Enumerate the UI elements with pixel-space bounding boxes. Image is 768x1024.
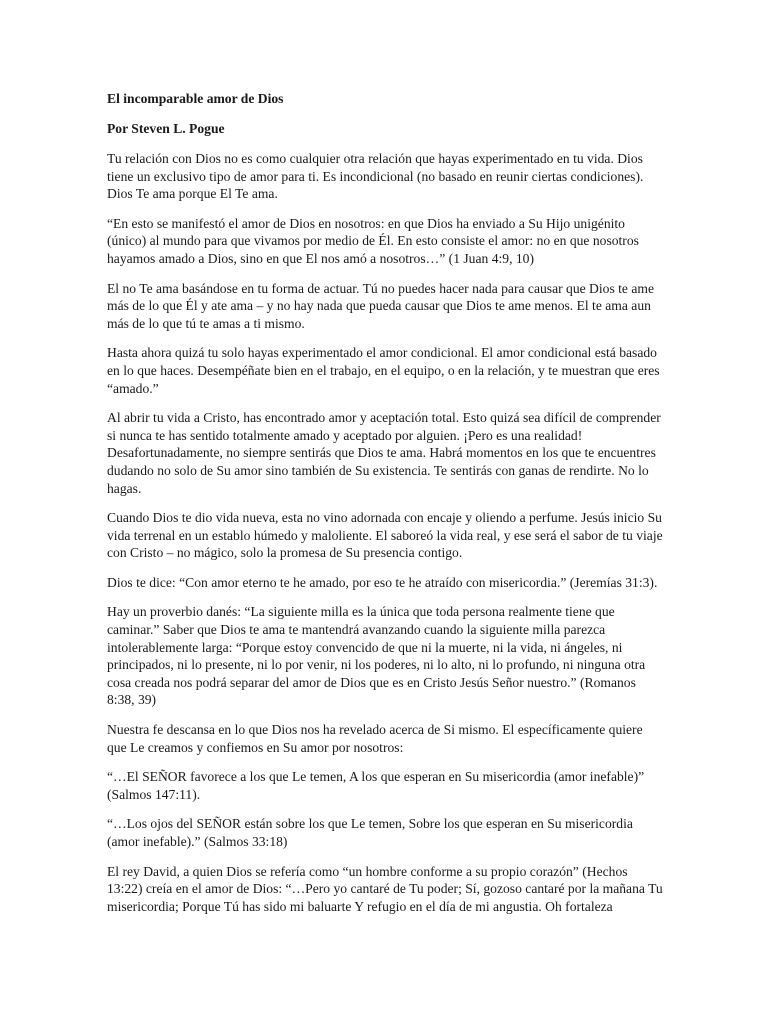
paragraph: El no Te ama basándose en tu forma de actuar. Tú no puedes hacer nada para causar que Dios te ame más de lo que Él y ate ama – y no hay nada que pueda causar que Dios te ame menos. El te ama aun más de lo que tú te amas a ti mismo.: [107, 280, 654, 331]
document-title: El incomparable amor de Dios: [107, 91, 284, 106]
paragraph: “…Los ojos del SEÑOR están sobre los que Le temen, Sobre los que esperan en Su misericordia (amor inefable).” (Salmos 33:18): [107, 816, 633, 849]
paragraph: El rey David, a quien Dios se refería como “un hombre conforme a su propio corazón” (Hechos 13:22) creía en el amor de Dios: “…Pero yo cantaré de Tu poder; Sí, gozoso cantaré por la mañana Tu misericordia; Porque Tú has sido mi baluarte Y refugio en el día de mi angustia. Oh fortaleza: [107, 863, 663, 914]
paragraph: Hasta ahora quizá tu solo hayas experimentado el amor condicional. El amor condicional está basado en lo que haces. Desempéñate bien en el trabajo, en el equipo, o en la relación, y te muestran que eres “amado.”: [107, 345, 660, 396]
paragraph: Tu relación con Dios no es como cualquier otra relación que hayas experimentado en tu vida. Dios tiene un exclusivo tipo de amor para ti. Es incondicional (no basado en reunir ciertas condiciones). Dios Te ama porque El Te ama.: [107, 151, 644, 202]
document-page: [107, 90, 663, 927]
paragraph: Cuando Dios te dio vida nueva, esta no vino adornada con encaje y oliendo a perfume. Jesús inicio Su vida terrenal en un establo húmedo y maloliente. El saboreó la vida real, y ese será el sabor de tu viaje con Cristo – no mágico, solo la promesa de Su presencia contigo.: [107, 510, 663, 561]
paragraph: Nuestra fe descansa en lo que Dios nos ha revelado acerca de Si mismo. El específicamente quiere que Le creamos y confiemos en Su amor por nosotros:: [107, 722, 643, 755]
paragraph: “…El SEÑOR favorece a los que Le temen, A los que esperan en Su misericordia (amor inefable)” (Salmos 147:11).: [107, 769, 645, 802]
paragraph: Hay un proverbio danés: “La siguiente milla es la única que toda persona realmente tiene que caminar.” Saber que Dios te ama te mantendrá avanzando cuando la siguiente milla parezca intolerablemente larga: “Porque estoy convencido de que ni la muerte, ni la vida, ni ángeles, ni principados, ni lo presente, ni lo por venir, ni los poderes, ni lo alto, ni lo profundo, ni ninguna otra cosa creada nos podrá separar del amor de Dios que es en Cristo Jesús Señor nuestro.” (Romanos 8:38, 39): [107, 604, 646, 708]
document-author: Por Steven L. Pogue: [107, 121, 225, 136]
paragraph: Al abrir tu vida a Cristo, has encontrado amor y aceptación total. Esto quizá sea difícil de comprender si nunca te has sentido totalmente amado y aceptado por alguien. ¡Pero es una realidad! Desafortunadamente, no siempre sentirás que Dios te ama. Habrá momentos en los que te encuentres dudando no solo de Su amor sino también de Su existencia. Te sentirás con ganas de rendirte. No lo hagas.: [107, 410, 661, 496]
paragraph: “En esto se manifestó el amor de Dios en nosotros: en que Dios ha enviado a Su Hijo unigénito (único) al mundo para que vivamos por medio de Él. En esto consiste el amor: no en que nosotros hayamos amado a Dios, sino en que El nos amó a nosotros…” (1 Juan 4:9, 10): [107, 215, 639, 266]
paragraph: Dios te dice: “Con amor eterno te he amado, por eso te he atraído con misericordia.” (Jeremías 31:3).: [107, 574, 658, 590]
